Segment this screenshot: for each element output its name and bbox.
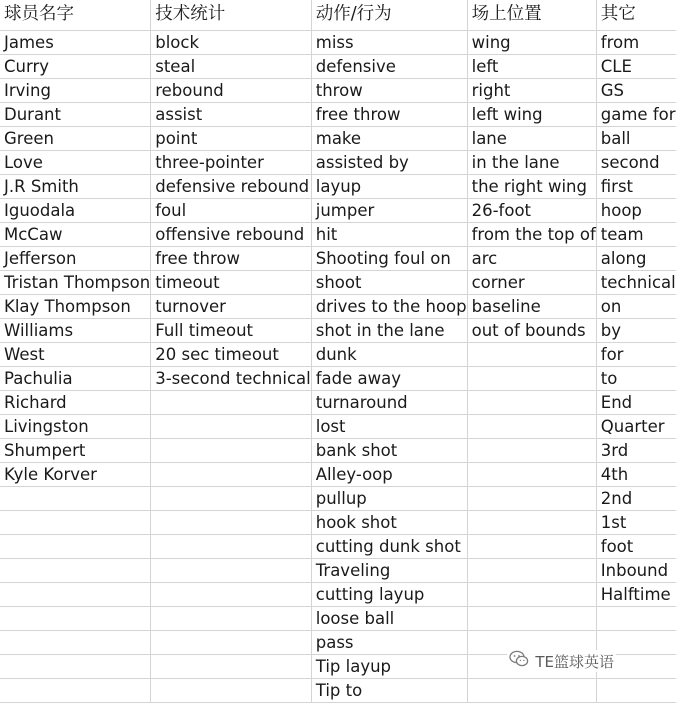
cell-player-name[interactable]: Curry [0, 54, 151, 78]
table-row [0, 222, 676, 246]
cell-position[interactable] [467, 414, 596, 438]
cell-player-name[interactable]: Tristan Thompson [0, 270, 151, 294]
cell-other[interactable]: along [596, 246, 675, 270]
cell-position[interactable]: out of bounds [467, 318, 596, 342]
cell-action[interactable]: shot in the lane [311, 318, 467, 342]
cell-stat[interactable]: point [151, 126, 312, 150]
cell-action[interactable]: cutting dunk shot [311, 534, 467, 558]
cell-position[interactable] [467, 558, 596, 582]
cell-action[interactable]: layup [311, 174, 467, 198]
table-row [0, 150, 676, 174]
column-header-player-name[interactable]: 球员名字 [0, 0, 151, 30]
table-row [0, 78, 676, 102]
cell-other[interactable]: from [596, 30, 675, 54]
table-row [0, 438, 676, 462]
table-row [0, 342, 676, 366]
table-row [0, 486, 676, 510]
cell-player-name[interactable]: Williams [0, 318, 151, 342]
cell-stat[interactable] [151, 606, 312, 630]
cell-stat[interactable] [151, 630, 312, 654]
cell-player-name[interactable]: Love [0, 150, 151, 174]
cell-stat[interactable]: Full timeout [151, 318, 312, 342]
cell-stat[interactable]: block [151, 30, 312, 54]
cell-other[interactable] [596, 678, 675, 702]
table-row [0, 606, 676, 630]
cell-position[interactable]: right [467, 78, 596, 102]
cell-player-name[interactable]: Kyle Korver [0, 462, 151, 486]
table-row [0, 198, 676, 222]
cell-other[interactable]: to [596, 366, 675, 390]
cell-player-name[interactable]: West [0, 342, 151, 366]
cell-action[interactable]: assisted by [311, 150, 467, 174]
cell-other[interactable]: GS [596, 78, 675, 102]
cell-action[interactable]: shoot [311, 270, 467, 294]
cell-player-name[interactable] [0, 582, 151, 606]
cell-stat[interactable]: timeout [151, 270, 312, 294]
cell-position[interactable]: left [467, 54, 596, 78]
cell-position[interactable] [467, 510, 596, 534]
cell-stat[interactable] [151, 678, 312, 702]
table-row [0, 102, 676, 126]
cell-stat[interactable]: 3-second technical [151, 366, 312, 390]
cell-other[interactable]: End [596, 390, 675, 414]
table-row [0, 534, 676, 558]
table-row [0, 462, 676, 486]
cell-other[interactable]: Quarter [596, 414, 675, 438]
cell-action[interactable]: drives to the hoop [311, 294, 467, 318]
cell-action[interactable]: throw [311, 78, 467, 102]
cell-action[interactable]: Shooting foul on [311, 246, 467, 270]
column-header-other[interactable]: 其它 [596, 0, 675, 30]
cell-position[interactable] [467, 390, 596, 414]
table-row [0, 414, 676, 438]
cell-action[interactable]: hook shot [311, 510, 467, 534]
cell-position[interactable] [467, 366, 596, 390]
table-row [0, 366, 676, 390]
cell-position[interactable]: from the top of [467, 222, 596, 246]
cell-player-name[interactable]: McCaw [0, 222, 151, 246]
column-header-stat[interactable]: 技术统计 [151, 0, 312, 30]
cell-stat[interactable] [151, 462, 312, 486]
cell-other[interactable]: foot [596, 534, 675, 558]
cell-player-name[interactable]: Livingston [0, 414, 151, 438]
cell-action[interactable]: miss [311, 30, 467, 54]
cell-action[interactable]: defensive [311, 54, 467, 78]
cell-other[interactable]: 2nd [596, 486, 675, 510]
cell-action[interactable]: fade away [311, 366, 467, 390]
cell-stat[interactable]: steal [151, 54, 312, 78]
table-row [0, 510, 676, 534]
cell-other[interactable] [596, 606, 675, 630]
cell-player-name[interactable]: Pachulia [0, 366, 151, 390]
cell-action[interactable]: lost [311, 414, 467, 438]
cell-stat[interactable] [151, 534, 312, 558]
cell-position[interactable]: left wing [467, 102, 596, 126]
cell-player-name[interactable]: Jefferson [0, 246, 151, 270]
cell-action[interactable]: jumper [311, 198, 467, 222]
cell-other[interactable]: 3rd [596, 438, 675, 462]
cell-stat[interactable]: 20 sec timeout [151, 342, 312, 366]
cell-action[interactable]: Tip to [311, 678, 467, 702]
cell-position[interactable] [467, 486, 596, 510]
cell-player-name[interactable] [0, 678, 151, 702]
table-row [0, 318, 676, 342]
cell-position[interactable]: corner [467, 270, 596, 294]
watermark-text: TE篮球英语 [535, 652, 614, 671]
cell-stat[interactable]: defensive rebound [151, 174, 312, 198]
table-row [0, 558, 676, 582]
table-row [0, 582, 676, 606]
cell-stat[interactable]: three-pointer [151, 150, 312, 174]
cell-stat[interactable] [151, 414, 312, 438]
cell-stat[interactable]: rebound [151, 78, 312, 102]
cell-position[interactable] [467, 678, 596, 702]
cell-stat[interactable] [151, 582, 312, 606]
cell-player-name[interactable] [0, 486, 151, 510]
header-row [0, 0, 676, 30]
column-header-action[interactable]: 动作/行为 [311, 0, 467, 30]
cell-player-name[interactable]: Klay Thompson [0, 294, 151, 318]
cell-other[interactable]: 4th [596, 462, 675, 486]
cell-stat[interactable] [151, 510, 312, 534]
cell-other[interactable]: second [596, 150, 675, 174]
cell-action[interactable]: Alley-oop [311, 462, 467, 486]
cell-other[interactable]: Halftime [596, 582, 675, 606]
table-row [0, 294, 676, 318]
cell-other[interactable]: technical [596, 270, 675, 294]
cell-action[interactable]: pullup [311, 486, 467, 510]
cell-stat[interactable]: free throw [151, 246, 312, 270]
cell-stat[interactable] [151, 486, 312, 510]
column-header-position[interactable]: 场上位置 [467, 0, 596, 30]
cell-position[interactable]: the right wing [467, 174, 596, 198]
cell-other[interactable]: first [596, 174, 675, 198]
cell-action[interactable]: loose ball [311, 606, 467, 630]
cell-position[interactable]: in the lane [467, 150, 596, 174]
cell-other[interactable]: hoop [596, 198, 675, 222]
cell-other[interactable]: by [596, 318, 675, 342]
cell-action[interactable]: free throw [311, 102, 467, 126]
cell-position[interactable] [467, 462, 596, 486]
cell-position[interactable]: arc [467, 246, 596, 270]
cell-position[interactable] [467, 606, 596, 630]
cell-other[interactable]: Inbound [596, 558, 675, 582]
cell-player-name[interactable] [0, 510, 151, 534]
cell-player-name[interactable] [0, 606, 151, 630]
cell-stat[interactable]: foul [151, 198, 312, 222]
cell-player-name[interactable]: Irving [0, 78, 151, 102]
cell-player-name[interactable]: Durant [0, 102, 151, 126]
cell-player-name[interactable] [0, 654, 151, 678]
cell-stat[interactable]: turnover [151, 294, 312, 318]
cell-player-name[interactable]: Richard [0, 390, 151, 414]
cell-stat[interactable]: assist [151, 102, 312, 126]
watermark [507, 650, 616, 672]
cell-position[interactable] [467, 342, 596, 366]
wechat-icon [509, 650, 529, 672]
cell-other[interactable]: CLE [596, 54, 675, 78]
cell-player-name[interactable]: J.R Smith [0, 174, 151, 198]
cell-stat[interactable] [151, 438, 312, 462]
cell-stat[interactable] [151, 654, 312, 678]
cell-other[interactable]: 1st [596, 510, 675, 534]
cell-action[interactable]: bank shot [311, 438, 467, 462]
table-row [0, 126, 676, 150]
cell-player-name[interactable]: Green [0, 126, 151, 150]
cell-other[interactable]: team [596, 222, 675, 246]
cell-action[interactable]: turnaround [311, 390, 467, 414]
cell-stat[interactable] [151, 558, 312, 582]
cell-position[interactable]: baseline [467, 294, 596, 318]
table-row [0, 678, 676, 702]
cell-player-name[interactable]: James [0, 30, 151, 54]
cell-action[interactable]: hit [311, 222, 467, 246]
cell-position[interactable] [467, 438, 596, 462]
cell-player-name[interactable]: Shumpert [0, 438, 151, 462]
table-row [0, 246, 676, 270]
cell-other[interactable]: ball [596, 126, 675, 150]
cell-player-name[interactable] [0, 534, 151, 558]
cell-action[interactable]: Tip layup [311, 654, 467, 678]
cell-action[interactable]: dunk [311, 342, 467, 366]
cell-action[interactable]: cutting layup [311, 582, 467, 606]
table-row [0, 390, 676, 414]
cell-player-name[interactable] [0, 558, 151, 582]
cell-position[interactable] [467, 534, 596, 558]
table-row [0, 174, 676, 198]
cell-action[interactable]: pass [311, 630, 467, 654]
cell-action[interactable]: Traveling [311, 558, 467, 582]
table-row [0, 54, 676, 78]
cell-position[interactable]: lane [467, 126, 596, 150]
cell-other[interactable]: on [596, 294, 675, 318]
cell-other[interactable]: for [596, 342, 675, 366]
cell-stat[interactable] [151, 390, 312, 414]
cell-player-name[interactable]: Iguodala [0, 198, 151, 222]
table-row [0, 270, 676, 294]
cell-position[interactable] [467, 582, 596, 606]
cell-player-name[interactable] [0, 630, 151, 654]
cell-position[interactable]: wing [467, 30, 596, 54]
cell-action[interactable]: make [311, 126, 467, 150]
cell-position[interactable]: 26-foot [467, 198, 596, 222]
cell-stat[interactable]: offensive rebound [151, 222, 312, 246]
table-row [0, 30, 676, 54]
cell-other[interactable]: game for [596, 102, 675, 126]
